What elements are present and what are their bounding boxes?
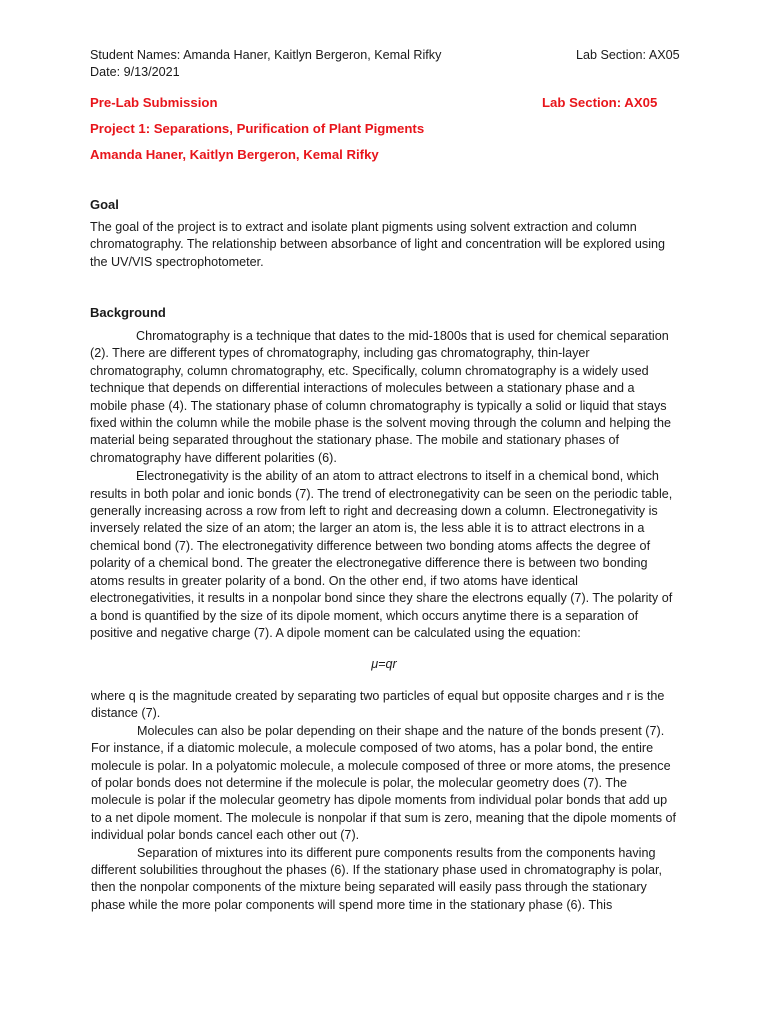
authors: Amanda Haner, Kaitlyn Bergeron, Kemal Rifky	[90, 147, 379, 162]
background-paragraph-5: Separation of mixtures into its different pure components results from the components having different solubilities throughout the phases (6). If the stationary phase used in chromatography is polar, then the nonpolar components of the mixture being separated will easily pass through the stationary phase while the more polar components will spend more time in the stationary phase (6). This	[91, 845, 663, 912]
prelab-title: Pre-Lab Submission	[90, 95, 218, 110]
background-heading: Background	[90, 305, 166, 320]
background-paragraph-2: Electronegativity is the ability of an atom to attract electrons to itself in a chemical bond, which results in both polar and ionic bonds (7). The trend of electronegativity can be seen on the periodic table, generally increasing across a row from left to right and decreasing down a column. Electronegativity is inversely related the size of an atom; the larger an atom is, the less able it is to attract electrons in a chemical bond (7). The electronegativity difference between two bonding atoms affects the degree of polarity of a chemical bond. The greater the electronegative difference there is between two bonding atoms results in greater polarity of a bond. On the other end, if two atoms have identical electronegativities, it results in a nonpolar bond since they share the electrons equally (7). The polarity of a bond is quantified by the size of its dipole moment, which occurs anytime there is a separation of positive and negative charge (7). A dipole moment can be calculated using the equation:	[90, 469, 673, 640]
background-paragraph-1: Chromatography is a technique that dates to the mid-1800s that is used for chemical separation (2). There are different types of chromatography, including gas chromatography, thin-layer chromatography, column chromatography, etc. Specifically, column chromatography is a widely used technique that depends on differential interactions of molecules between a stationary phase and a mobile phase (4). The stationary phase of column chromatography is typically a solid or liquid that stays fixed within the column while the mobile phase is the solvent moving through the column and helping the material being separated throughout the stationary phase. The mobile and stationary phases of chromatography have different polarities (6).	[90, 329, 672, 465]
dipole-equation: μ=qr	[371, 657, 397, 671]
goal-text	[90, 219, 675, 271]
student-names: Student Names: Amanda Haner, Kaitlyn Bergeron, Kemal Rifky	[90, 48, 442, 62]
goal-paragraph: The goal of the project is to extract and isolate plant pigments using solvent extraction and column chromatography. The relationship between absorbance of light and concentration will be explored using the UV/VIS spectrophotometer.	[90, 220, 666, 269]
background-paragraph-3: where q is the magnitude created by separating two particles of equal but opposite charges and r is the distance (7).	[91, 689, 665, 721]
prelab-lab-section: Lab Section: AX05	[542, 95, 658, 110]
background-body-2	[91, 688, 676, 914]
lab-section-header: Lab Section: AX05	[576, 48, 680, 62]
background-body	[90, 328, 675, 642]
goal-heading: Goal	[90, 197, 119, 212]
background-paragraph-4: Molecules can also be polar depending on their shape and the nature of the bonds present (7). For instance, if a diatomic molecule, a molecule composed of two atoms, has a polar bond, the entire molecule is polar. In a polyatomic molecule, a molecule composed of three or more atoms, the presence of polar bonds does not determine if the molecule is polar, the molecular geometry does (7). The molecule is polar if the molecular geometry has dipole moments from individual polar bonds that add up to a net dipole moment. The molecule is nonpolar if that sum is zero, meaning that the dipole moments of individual polar bonds cancel each other out (7).	[91, 723, 676, 843]
date: Date: 9/13/2021	[90, 65, 180, 79]
project-title: Project 1: Separations, Purification of Plant Pigments	[90, 121, 425, 136]
